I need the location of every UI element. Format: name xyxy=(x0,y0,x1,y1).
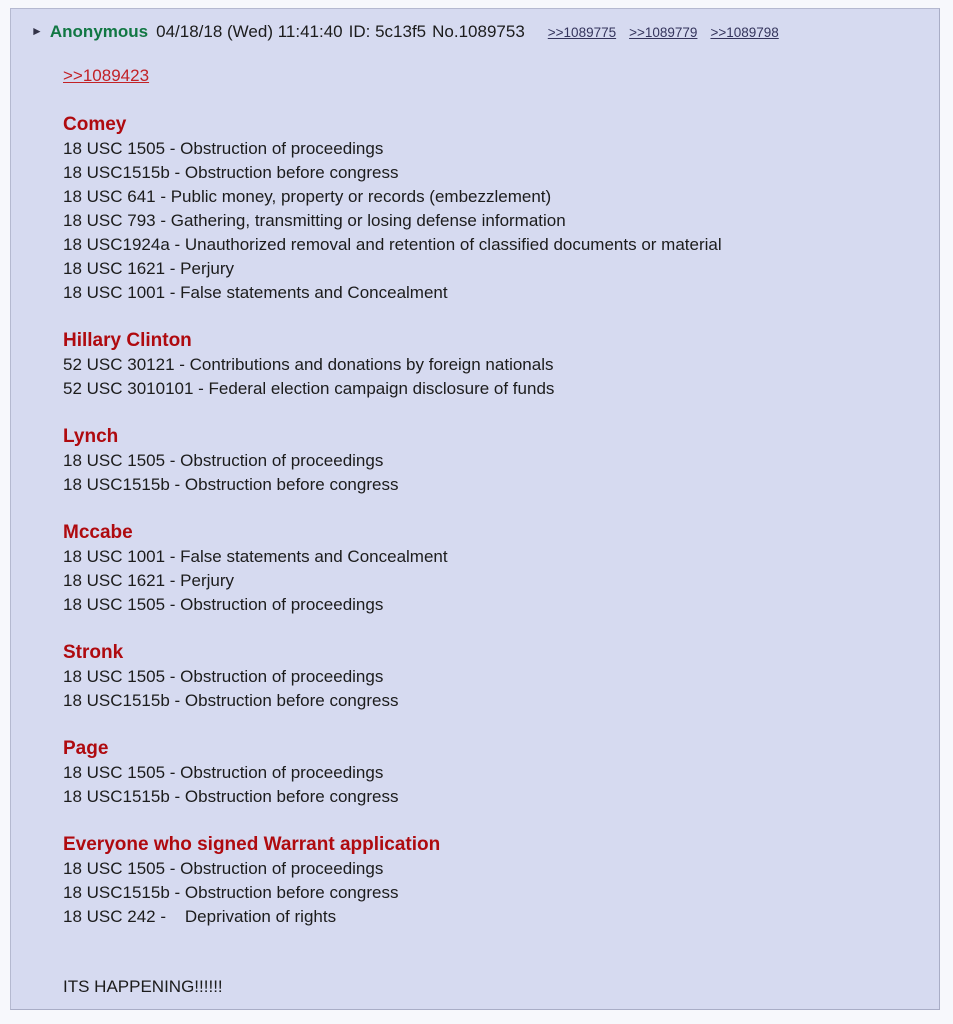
collapse-arrow-icon[interactable]: ► xyxy=(31,24,43,38)
backlink[interactable]: >>1089779 xyxy=(629,25,698,40)
backlink[interactable]: >>1089775 xyxy=(547,25,617,40)
statute-section xyxy=(63,520,919,617)
post-body xyxy=(63,64,919,999)
section-title: Everyone who signed Warrant application xyxy=(63,834,441,855)
statute-line: 18 USC 1505 - Obstruction of proceedings xyxy=(63,859,384,878)
statute-section xyxy=(63,736,919,809)
post-panel xyxy=(10,8,940,1010)
statute-section xyxy=(63,112,919,305)
cite-row xyxy=(63,64,919,88)
statute-line: 18 USC 1505 - Obstruction of proceedings xyxy=(63,763,384,782)
post-number[interactable]: No.1089753 xyxy=(432,22,525,41)
section-title: Lynch xyxy=(63,426,119,447)
section-title: Comey xyxy=(63,114,127,135)
statute-line: 18 USC1515b - Obstruction before congress xyxy=(63,787,399,806)
statute-line: 18 USC1515b - Obstruction before congress xyxy=(63,691,399,710)
poster-id: ID: 5c13f5 xyxy=(348,22,427,41)
statute-line: 18 USC 641 - Public money, property or records (embezzlement) xyxy=(63,187,552,206)
statute-line: 52 USC 30121 - Contributions and donations by foreign nationals xyxy=(63,355,554,374)
section-title: Hillary Clinton xyxy=(63,330,192,351)
statute-line: 52 USC 3010101 - Federal election campaign disclosure of funds xyxy=(63,379,555,398)
section-title: Page xyxy=(63,738,109,759)
statute-section xyxy=(63,640,919,713)
post-datetime: 04/18/18 (Wed) 11:41:40 xyxy=(156,22,343,41)
statute-section xyxy=(63,424,919,497)
backlinks xyxy=(535,22,779,41)
poster-name: Anonymous xyxy=(49,22,149,41)
closing-line: ITS HAPPENING!!!!!! xyxy=(63,977,223,996)
statute-section xyxy=(63,328,919,401)
section-title: Stronk xyxy=(63,642,124,663)
statute-line: 18 USC1924a - Unauthorized removal and retention of classified documents or material xyxy=(63,235,722,254)
statute-line: 18 USC1515b - Obstruction before congress xyxy=(63,475,399,494)
section-title: Mccabe xyxy=(63,522,133,543)
statute-line: 18 USC 1621 - Perjury xyxy=(63,571,235,590)
statute-line: 18 USC 1001 - False statements and Concealment xyxy=(63,547,448,566)
post-header xyxy=(31,22,919,42)
post-sections xyxy=(63,112,919,929)
statute-line: 18 USC 1505 - Obstruction of proceedings xyxy=(63,595,384,614)
statute-line: 18 USC1515b - Obstruction before congress xyxy=(63,163,399,182)
statute-line: 18 USC 793 - Gathering, transmitting or losing defense information xyxy=(63,211,566,230)
backlink[interactable]: >>1089798 xyxy=(710,25,779,40)
statute-section xyxy=(63,832,919,929)
statute-line: 18 USC 1001 - False statements and Concealment xyxy=(63,283,448,302)
quote-link[interactable]: >>1089423 xyxy=(63,66,150,85)
statute-line: 18 USC1515b - Obstruction before congress xyxy=(63,883,399,902)
statute-line: 18 USC 1505 - Obstruction of proceedings xyxy=(63,667,384,686)
statute-line: 18 USC 1621 - Perjury xyxy=(63,259,235,278)
statute-line: 18 USC 1505 - Obstruction of proceedings xyxy=(63,451,384,470)
statute-line: 18 USC 242 - Deprivation of rights xyxy=(63,907,337,926)
statute-line: 18 USC 1505 - Obstruction of proceedings xyxy=(63,139,384,158)
